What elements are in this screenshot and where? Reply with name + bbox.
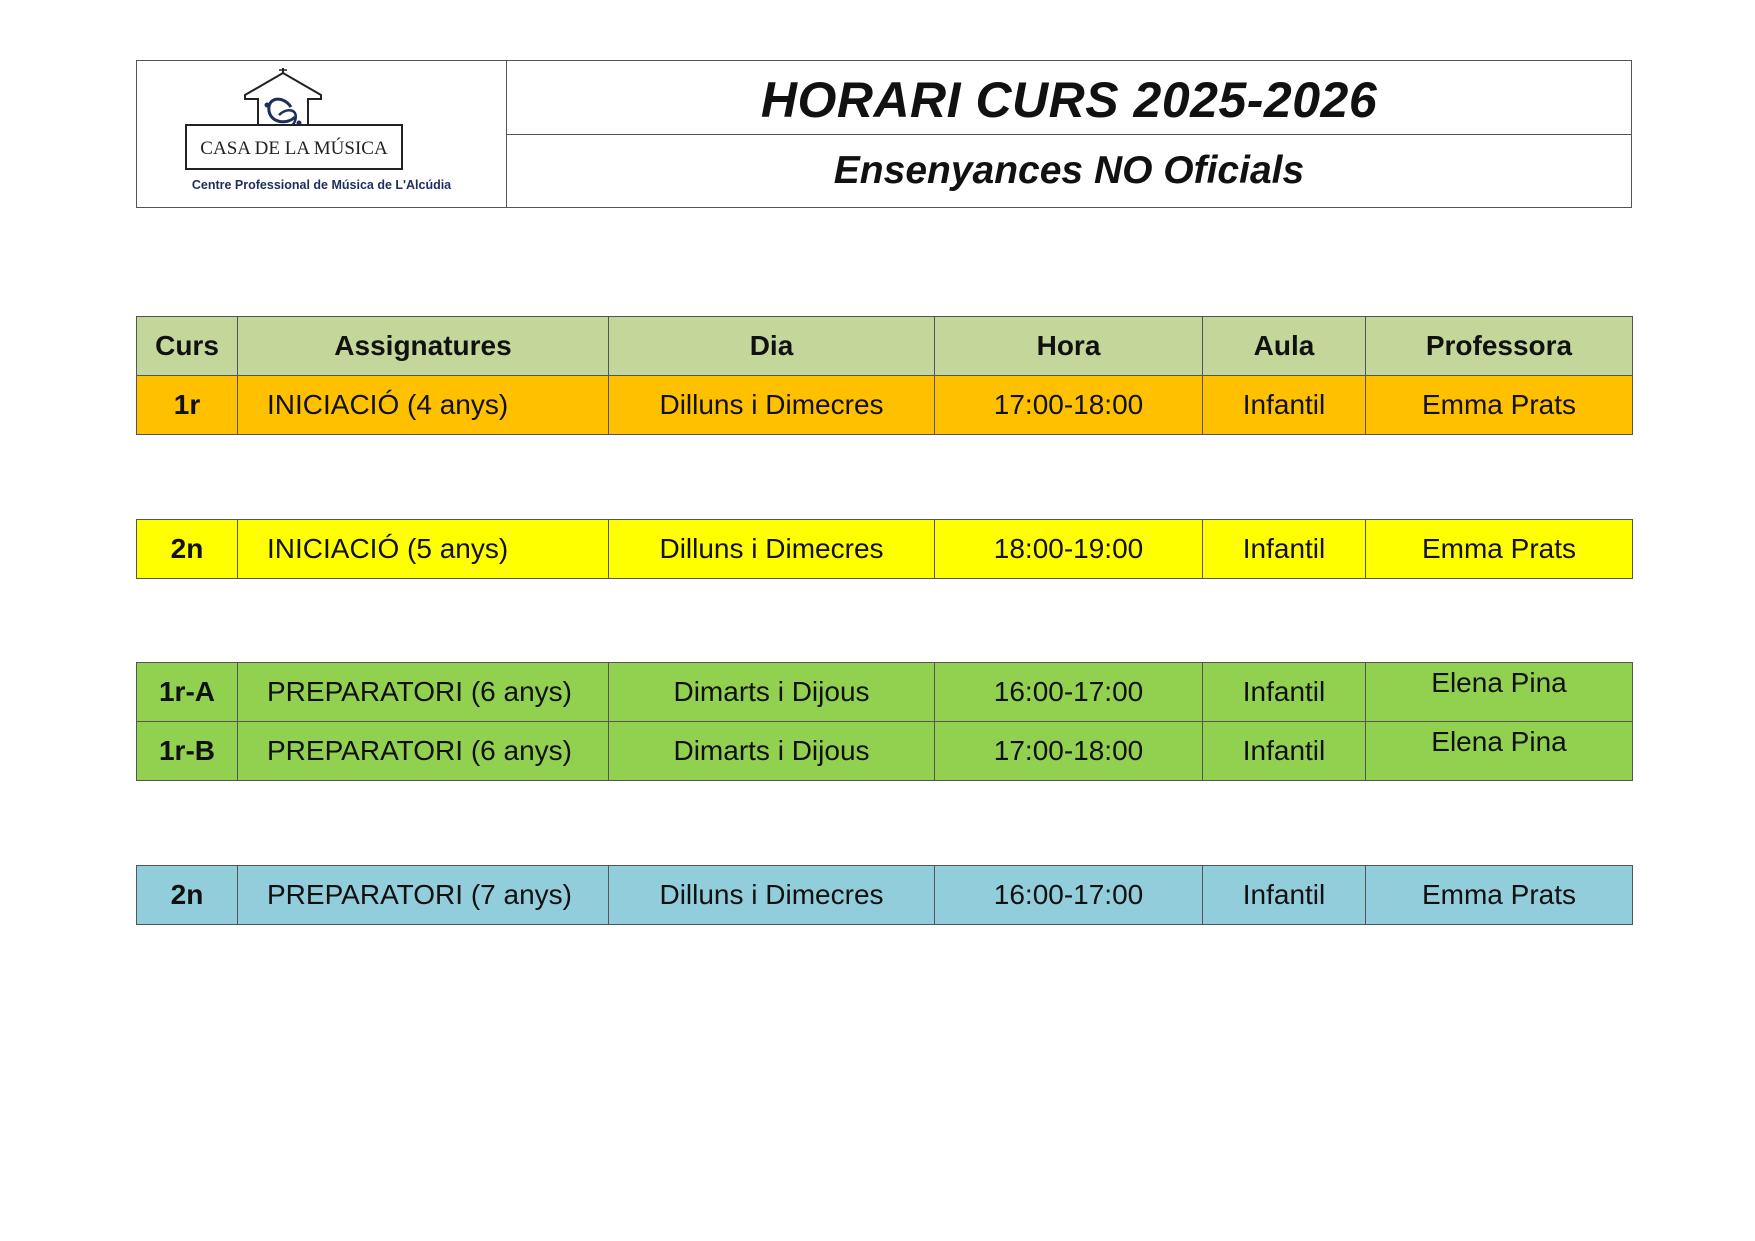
column-header-aula: Aula xyxy=(1203,317,1366,376)
column-header-curs: Curs xyxy=(137,317,238,376)
cell-professora: Elena Pina xyxy=(1366,722,1633,781)
cell-dia: Dimarts i Dijous xyxy=(609,722,935,781)
logo-subtitle: Centre Professional de Música de L'Alcúdia xyxy=(191,178,452,192)
cell-aula: Infantil xyxy=(1203,376,1366,435)
cell-assignatura: INICIACIÓ (5 anys) xyxy=(238,520,609,579)
schedule-table-iniciacio-4 xyxy=(136,316,1633,435)
cell-dia: Dilluns i Dimecres xyxy=(609,866,935,925)
cell-curs: 1r-A xyxy=(137,663,238,722)
cell-hora: 17:00-18:00 xyxy=(935,722,1203,781)
cell-curs: 1r-B xyxy=(137,722,238,781)
cell-dia: Dimarts i Dijous xyxy=(609,663,935,722)
cell-dia: Dilluns i Dimecres xyxy=(609,520,935,579)
schedule-table-iniciacio-5 xyxy=(136,519,1633,579)
table-header-row xyxy=(137,317,1633,376)
cell-professora: Emma Prats xyxy=(1366,520,1633,579)
table-row xyxy=(137,376,1633,435)
cell-assignatura: INICIACIÓ (4 anys) xyxy=(238,376,609,435)
cell-assignatura: PREPARATORI (6 anys) xyxy=(238,722,609,781)
cell-professora: Emma Prats xyxy=(1366,866,1633,925)
cell-hora: 16:00-17:00 xyxy=(935,866,1203,925)
column-header-professora: Professora xyxy=(1366,317,1633,376)
document-header xyxy=(136,60,1632,208)
cell-curs: 1r xyxy=(137,376,238,435)
cell-hora: 16:00-17:00 xyxy=(935,663,1203,722)
cell-aula: Infantil xyxy=(1203,520,1366,579)
page-subtitle: Ensenyances NO Oficials xyxy=(833,149,1305,192)
cell-hora: 18:00-19:00 xyxy=(935,520,1203,579)
logo-cell xyxy=(137,61,507,207)
column-header-assignatures: Assignatures xyxy=(238,317,609,376)
table-row xyxy=(137,520,1633,579)
table-row xyxy=(137,722,1633,781)
table-row xyxy=(137,663,1633,722)
logo-name: CASA DE LA MÚSICA xyxy=(200,138,388,159)
cell-aula: Infantil xyxy=(1203,866,1366,925)
cell-hora: 17:00-18:00 xyxy=(935,376,1203,435)
schedule-table-preparatori-7 xyxy=(136,865,1633,925)
cell-professora: Emma Prats xyxy=(1366,376,1633,435)
cell-curs: 2n xyxy=(137,866,238,925)
cell-aula: Infantil xyxy=(1203,722,1366,781)
cell-assignatura: PREPARATORI (6 anys) xyxy=(238,663,609,722)
table-row xyxy=(137,866,1633,925)
casa-de-la-musica-logo xyxy=(183,67,463,177)
column-header-hora: Hora xyxy=(935,317,1203,376)
cell-curs: 2n xyxy=(137,520,238,579)
cell-professora: Elena Pina xyxy=(1366,663,1633,722)
page-title: HORARI CURS 2025-2026 xyxy=(507,61,1631,135)
column-header-dia: Dia xyxy=(609,317,935,376)
cell-aula: Infantil xyxy=(1203,663,1366,722)
cell-assignatura: PREPARATORI (7 anys) xyxy=(238,866,609,925)
schedule-table-preparatori-6 xyxy=(136,662,1633,781)
title-cell xyxy=(507,61,1631,207)
cell-dia: Dilluns i Dimecres xyxy=(609,376,935,435)
